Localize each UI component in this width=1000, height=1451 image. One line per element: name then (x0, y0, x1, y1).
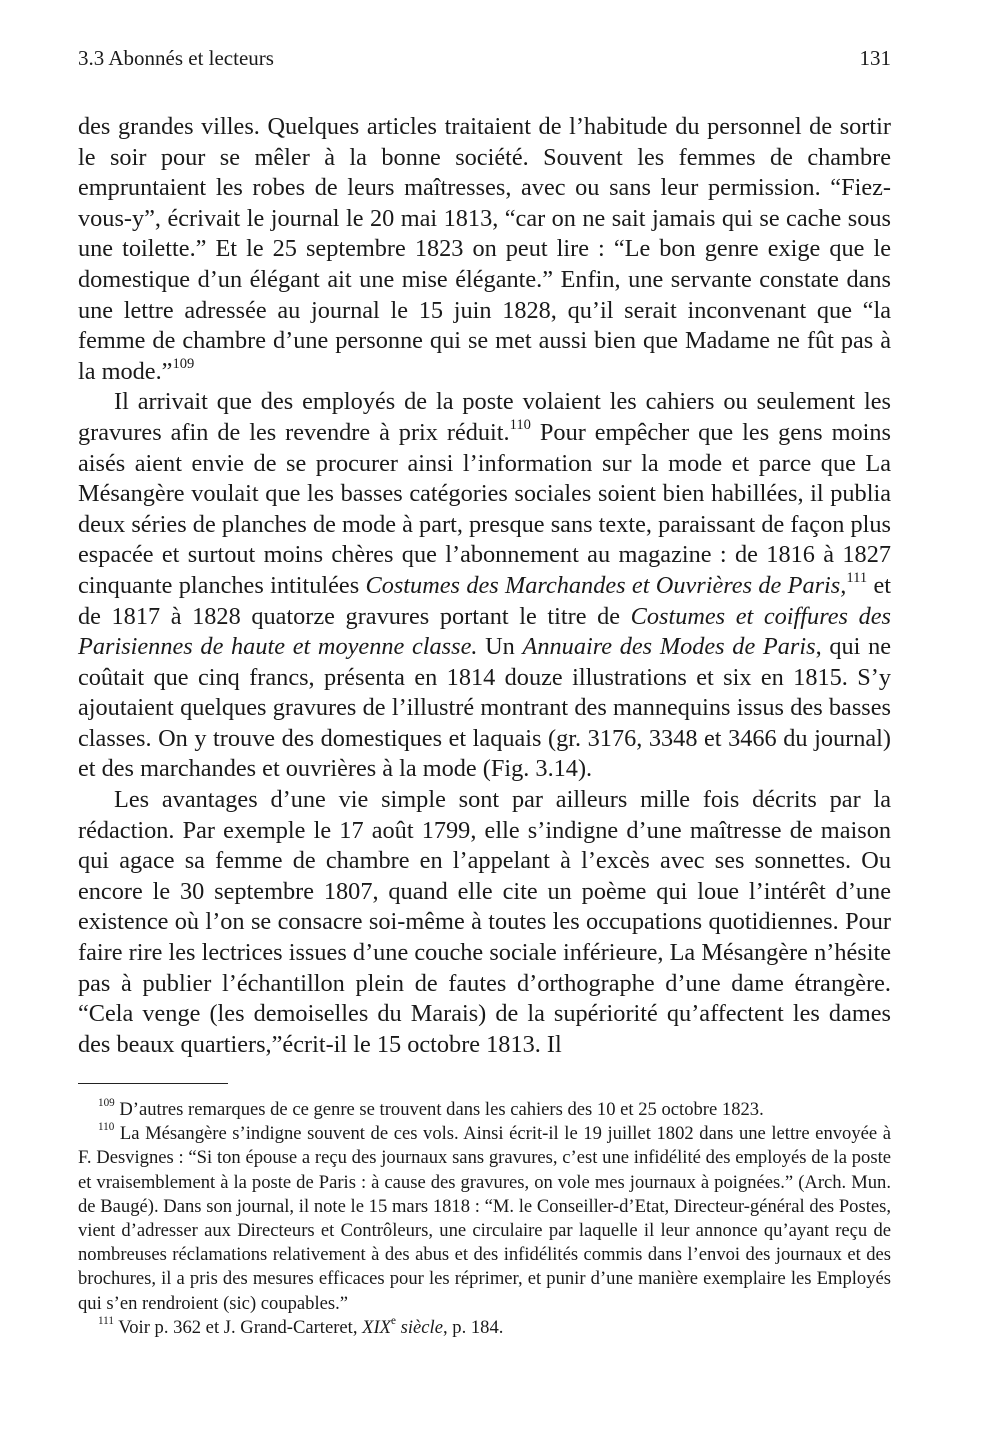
title-annuaire-modes: Annuaire des Modes de Paris (522, 633, 816, 661)
paragraph-1-text: des grandes villes. Quelques articles traitaient de l’habitude du personnel de sortir le soir pour se mêler à la bonne société. Souvent les femmes de chambre empruntaient les robes de leurs maîtresses, avec ou sans leur permission. “Fiez-vous-y”, écrivait le journal le 20 mai 1813, “car on ne sait jamais qui se cache sous une toilette.” Et le 25 septembre 1823 on peut lire : “Le bon genre exige que le domestique d’un élégant ait une mise élégante.” Enfin, une servante constate dans une lettre adressée au journal le 15 juin 1828, qu’il serait inconvenant que “la femme de chambre d’une personne qui se met aussi bien que Madame ne fût pas à la mode.” (78, 113, 891, 385)
title-costumes-marchandes: Costumes des Marchandes et Ouvrières de Paris, (365, 571, 847, 599)
superscript-e: e (391, 1314, 396, 1327)
paragraph-1 (78, 112, 891, 387)
footnote-text-109: D’autres remarques de ce genre se trouvent dans les cahiers des 10 et 25 octobre 1823. (114, 1099, 764, 1120)
footnote-divider (78, 1083, 228, 1084)
paragraph-3: Les avantages d’une vie simple sont par ailleurs mille fois décrits par la rédaction. Par exemple le 17 août 1799, elle s’indigne d’une maîtresse de maison qui agace sa femme de chambre en l’appelant à l’excès avec ses sonnettes. Ou encore le 30 septembre 1807, quand elle cite un poème qui loue l’intérêt d’une existence où l’on se consacre soi-même à toutes les occupations quotidiennes. Pour faire rire les lectrices issues d’une couche sociale inférieure, La Mésangère n’hésite pas à publier l’échantillon plein de fautes d’orthographe d’une dame étrangère. “Cela venge (les demoiselles du Marais) de la supériorité qu’affectent les dames des beaux quartiers,”écrit-il le 15 octobre 1813. Il (78, 786, 891, 1058)
paragraph-2 (78, 387, 891, 785)
page-number: 131 (859, 46, 891, 70)
footnote-text-111-post: , p. 184. (442, 1316, 504, 1338)
footnote-number-109: 109 (98, 1096, 115, 1109)
paragraph-2-text-d: Un (477, 633, 523, 661)
section-title: 3.3 Abonnés et lecteurs (78, 46, 274, 70)
footnote-text-110: La Mésangère s’indigne souvent de ces vols. Ainsi écrit-il le 19 juillet 1802 dans une lettre envoyée à F. Desvignes : “Si ton épouse a reçu des journaux sans gravures, c’est une infidélité des employés de la poste et vraisemblement à la poste de Paris : à cause des gravures, on vole mes journaux à poignées.” (Arch. Mun. de Baugé). Dans son journal, il note le 15 mars 1818 : “M. le Conseiller-d’Etat, Directeur-général des Postes, vient d’adresser aux Directeurs et Contrôleurs, une circulaire par laquelle il leur annonce qu’ayant reçu de nombreuses réclamations relativement à des abus et des infidélités commis dans l’envoi des journaux et des brochures, il a pris des mesures efficaces pour les réprimer, et punir d’une manière exemplaire les Employés qui s’en rendroient (sic) coupables.” (78, 1123, 891, 1314)
footnotes (78, 1098, 891, 1340)
title-xix: XIX (362, 1316, 392, 1338)
footnote-109 (78, 1098, 891, 1122)
footnote-110 (78, 1122, 891, 1316)
title-costumes-coiffures: Costumes et coiffures des Parisiennes de haute et moyenne classe. (78, 602, 891, 661)
footnote-ref-109: 109 (172, 355, 195, 372)
main-text (78, 112, 891, 1060)
footnote-number-110: 110 (98, 1121, 115, 1134)
paragraph-2-text-b: Pour empêcher que les gens moins aisés aient envie de se procurer ainsi l’information sur la mode et parce que La Mésangère voulait que les basses catégories sociales soient bien habillées, il publia deux séries de planches de mode à part, presque sans texte, paraissant de façon plus espacée et surtout moins chères que l’abonnement au magazine : de 1816 à 1827 cinquante planches intitulées (78, 418, 891, 599)
running-header (78, 46, 891, 76)
paragraph-2-text-e: , qui ne coûtait que cinq francs, présenta en 1814 douze illustrations et six en 1815. S’y ajoutaient quelques gravures de l’illustré montrant des mannequins issus des basses classes. On y trouve des domestiques et laquais (gr. 3176, 3348 et 3466 du journal) et des marchandes et ouvrières à la mode (Fig. 3.14). (78, 633, 892, 783)
footnote-ref-111: 111 (846, 569, 868, 586)
footnote-ref-110: 110 (509, 416, 531, 433)
footnote-number-111: 111 (98, 1314, 114, 1327)
title-siecle: siècle (396, 1316, 443, 1338)
paragraph-2-text-a: Il arrivait que des employés de la poste volaient les cahiers ou seulement les gravures afin de les revendre à prix réduit. (78, 388, 891, 446)
paragraph-2-text-c: et de 1817 à 1828 quatorze gravures portant le titre de (78, 571, 891, 630)
footnote-111 (78, 1316, 891, 1340)
footnote-text-111-pre: Voir p. 362 et J. Grand-Carteret, (113, 1316, 363, 1338)
